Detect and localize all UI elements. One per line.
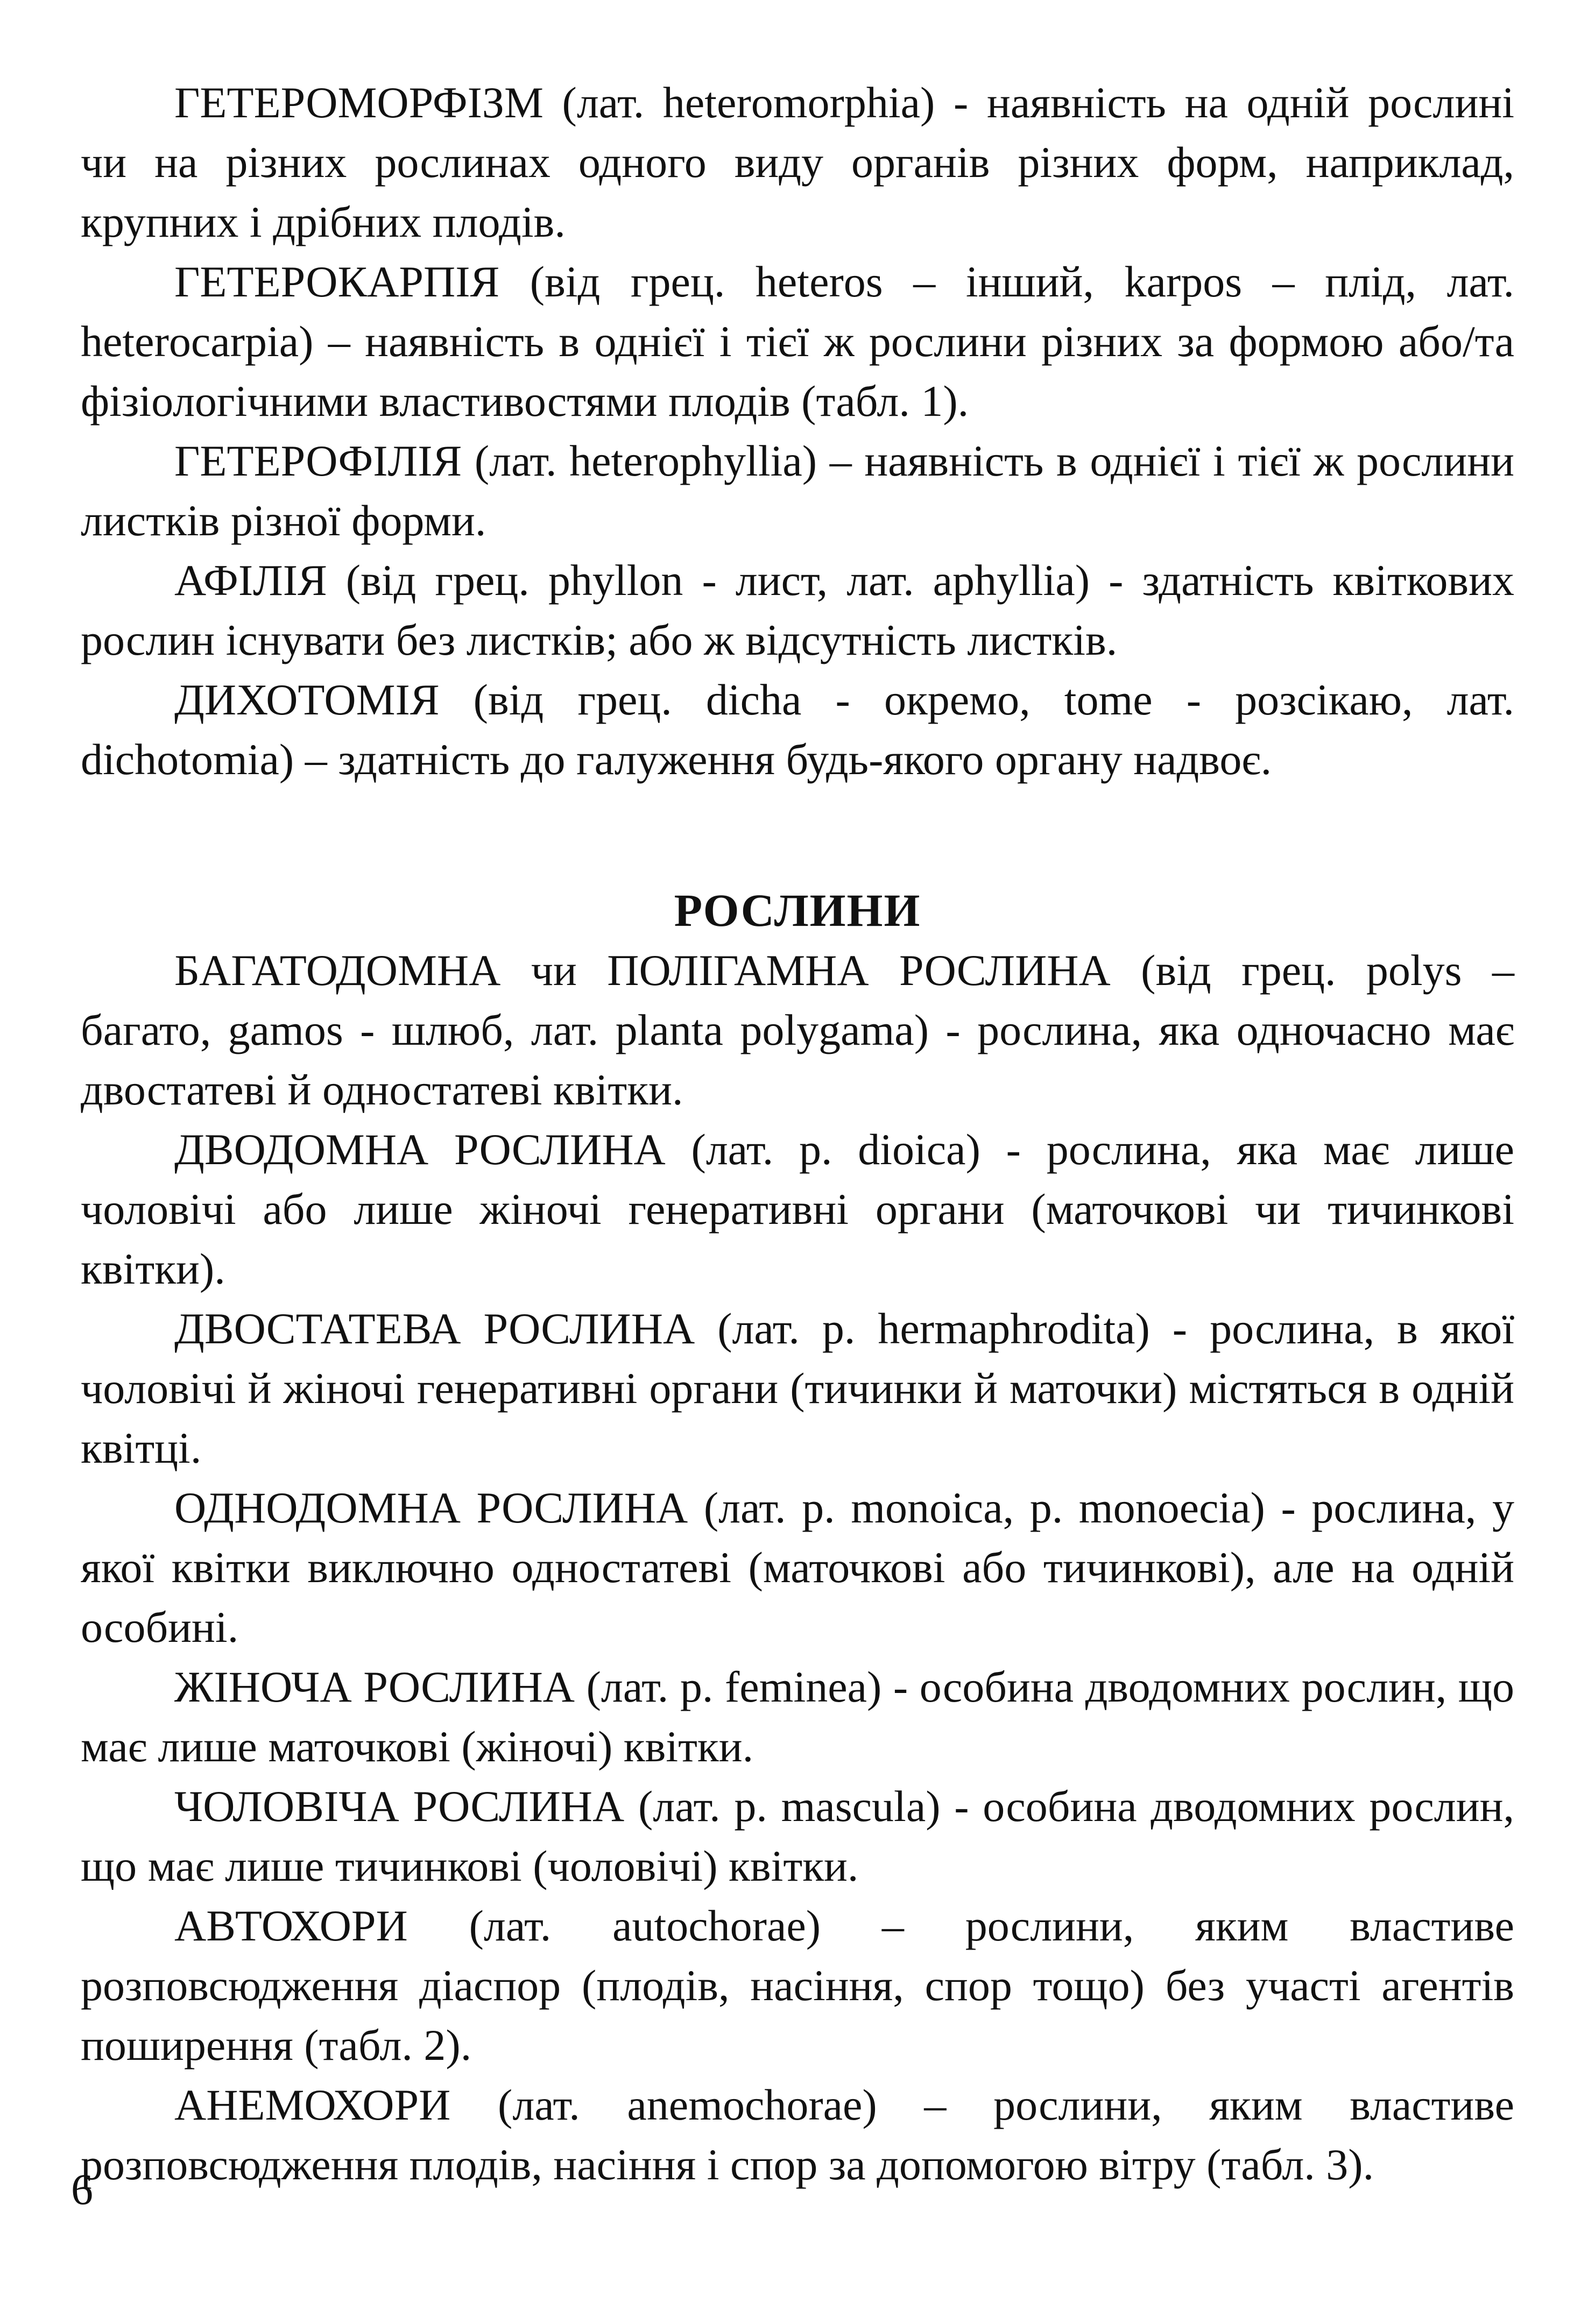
glossary-entry-hermaphrodite-plant: ДВОСТАТЕВА РОСЛИНА (лат. p. hermaphrodita) - рослина, в якої чоловічі й жіночі генеративні органи (тичинки й маточки) містяться в одній квітці.	[81, 1304, 1514, 1472]
glossary-entry-autochores: АВТОХОРИ (лат. autochorae) – рослини, яким властиве розповсюдження діаспор (плодів, насіння, спор тощо) без участі агентів поширення (табл. 2).	[81, 1901, 1514, 2070]
glossary-entry-heteromorphism: ГЕТЕРОМОРФІЗМ (лат. heteromorphia) - наявність на одній рослині чи на різних рослинах одного виду органів різних форм, наприклад, крупних і дрібних плодів.	[81, 78, 1514, 246]
glossary-entry-male-plant: ЧОЛОВІЧА РОСЛИНА (лат. p. mascula) - особина дводомних рослин, що має лише тичинкові (чоловічі) квітки.	[81, 1782, 1514, 1890]
glossary-entry-polygamous-plant: БАГАТОДОМНА чи ПОЛІГАМНА РОСЛИНА (від грец. polys – багато, gamos - шлюб, лат. planta polygama) - рослина, яка одночасно має двостатеві й одностатеві квітки.	[81, 946, 1514, 1114]
glossary-entry-monoecious-plant: ОДНОДОМНА РОСЛИНА (лат. p. monoica, p. monoecia) - рослина, у якої квітки виключно одностатеві (маточкові або тичинкові), але на одній особині.	[81, 1483, 1514, 1652]
glossary-entry-anemochores: АНЕМОХОРИ (лат. anemochorae) – рослини, яким властиве розповсюдження плодів, насіння і спор за допомогою вітру (табл. 3).	[81, 2080, 1514, 2189]
glossary-entry-female-plant: ЖІНОЧА РОСЛИНА (лат. p. feminea) - особина дводомних рослин, що має лише маточкові (жіночі) квітки.	[81, 1662, 1514, 1771]
section-heading: РОСЛИНИ	[674, 884, 921, 936]
glossary-entry-heterophylly: ГЕТЕРОФІЛІЯ (лат. heterophyllia) – наявність в однієї і тієї ж рослини листків різної форми.	[81, 436, 1514, 545]
glossary-entry-dioecious-plant: ДВОДОМНА РОСЛИНА (лат. p. dioica) - рослина, яка має лише чоловічі або лише жіночі генеративні органи (маточкові чи тичинкові квітки).	[81, 1125, 1514, 1293]
glossary-entry-dichotomy: ДИХОТОМІЯ (від грец. dicha - окремо, tome - розсікаю, лат. dichotomia) – здатність до галуження будь-якого органу надвоє.	[81, 675, 1514, 784]
glossary-entry-aphylly: АФІЛІЯ (від грец. phyllon - лист, лат. aphyllia) - здатність квіткових рослин існувати без листків; або ж відсутність листків.	[81, 556, 1514, 664]
glossary-entry-heterocarpy: ГЕТЕРОКАРПІЯ (від грец. heteros – інший, karpos – плід, лат. heterocarpia) – наявність в однієї і тієї ж рослини різних за формою або/та фізіологічними властивостями плодів (табл. 1).	[81, 257, 1514, 426]
page-number: 6	[71, 2165, 93, 2214]
book-page-content	[81, 73, 1514, 2194]
